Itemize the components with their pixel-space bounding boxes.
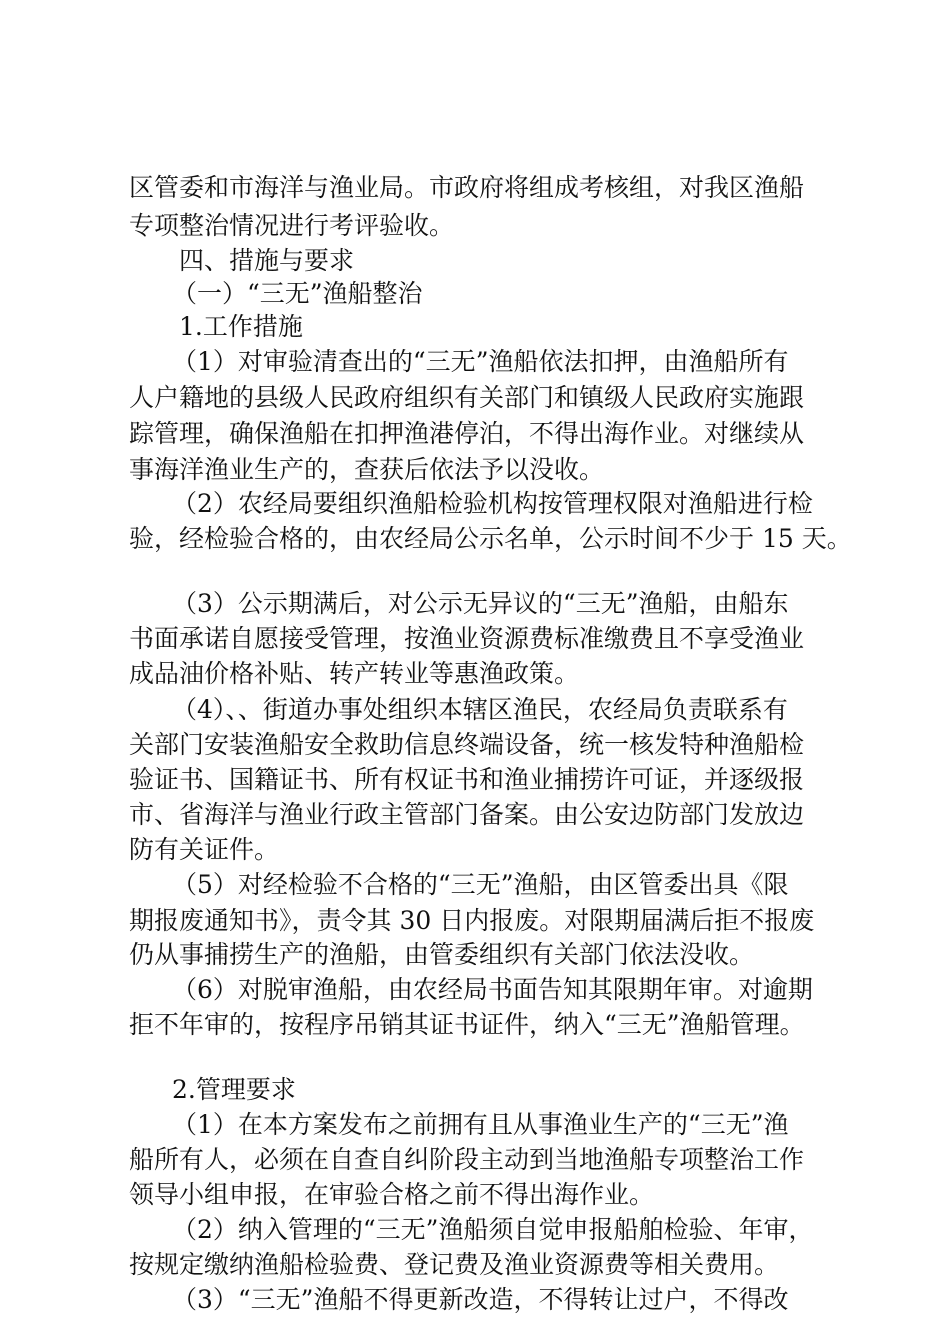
text-line: 踪管理，确保渔船在扣押渔港停泊，不得出海作业。对继续从 xyxy=(129,419,805,448)
text-line: 拒不年审的，按程序吊销其证书证件，纳入“三无”渔船管理。 xyxy=(129,1010,805,1039)
text-line: 领导小组申报，在审验合格之前不得出海作业。 xyxy=(129,1180,655,1209)
text-line: 事海洋渔业生产的，查获后依法予以没收。 xyxy=(129,455,605,484)
text-line: 仍从事捕捞生产的渔船，由管委组织有关部门依法没收。 xyxy=(129,940,755,969)
text-line: （2）纳入管理的“三无”渔船须自觉申报船舶检验、年审， xyxy=(172,1215,814,1244)
text-line: 人户籍地的县级人民政府组织有关部门和镇级人民政府实施跟 xyxy=(129,383,805,412)
text-line: 关部门安装渔船安全救助信息终端设备，统一核发特种渔船检 xyxy=(129,730,805,759)
section-heading: 四、措施与要求 xyxy=(179,246,355,275)
subsection-heading: （一）“三无”渔船整治 xyxy=(172,279,423,308)
text-line: （4）、、街道办事处组织本辖区渔民，农经局负责联系有 xyxy=(172,695,788,724)
subsection-heading: 1.工作措施 xyxy=(179,312,303,341)
text-line: 按规定缴纳渔船检验费、登记费及渔业资源费等相关费用。 xyxy=(129,1250,780,1279)
text-line: （3）公示期满后，对公示无异议的“三无”渔船，由船东 xyxy=(172,589,789,618)
text-line: 市、省海洋与渔业行政主管部门备案。由公安边防部门发放边 xyxy=(129,800,805,829)
text-line: 区管委和市海洋与渔业局。市政府将组成考核组，对我区渔船 xyxy=(129,173,805,202)
text-line: 成品油价格补贴、转产转业等惠渔政策。 xyxy=(129,659,580,688)
text-line: （1）对审验清查出的“三无”渔船依法扣押，由渔船所有 xyxy=(172,347,789,376)
text-line: 船所有人，必须在自查自纠阶段主动到当地渔船专项整治工作 xyxy=(129,1145,805,1174)
text-line: 验证书、国籍证书、所有权证书和渔业捕捞许可证，并逐级报 xyxy=(129,765,805,794)
text-line: （5）对经检验不合格的“三无”渔船，由区管委出具《限 xyxy=(172,870,789,899)
text-line: （6）对脱审渔船，由农经局书面告知其限期年审。对逾期 xyxy=(172,975,813,1004)
text-line: 期报废通知书》，责令其 30 日内报废。对限期届满后拒不报废 xyxy=(129,906,815,935)
text-line: 书面承诺自愿接受管理，按渔业资源费标准缴费且不享受渔业 xyxy=(129,624,805,653)
subsection-heading: 2.管理要求 xyxy=(172,1075,296,1104)
text-line: （1）在本方案发布之前拥有且从事渔业生产的“三无”渔 xyxy=(172,1110,789,1139)
text-line: （2）农经局要组织渔船检验机构按管理权限对渔船进行检 xyxy=(172,489,813,518)
text-line: 验，经检验合格的，由农经局公示名单，公示时间不少于 15 天。 xyxy=(129,524,852,553)
text-line: 防有关证件。 xyxy=(129,835,280,864)
text-line: （3）“三无”渔船不得更新改造，不得转让过户，不得改 xyxy=(172,1285,789,1314)
text-line: 专项整治情况进行考评验收。 xyxy=(129,211,455,240)
